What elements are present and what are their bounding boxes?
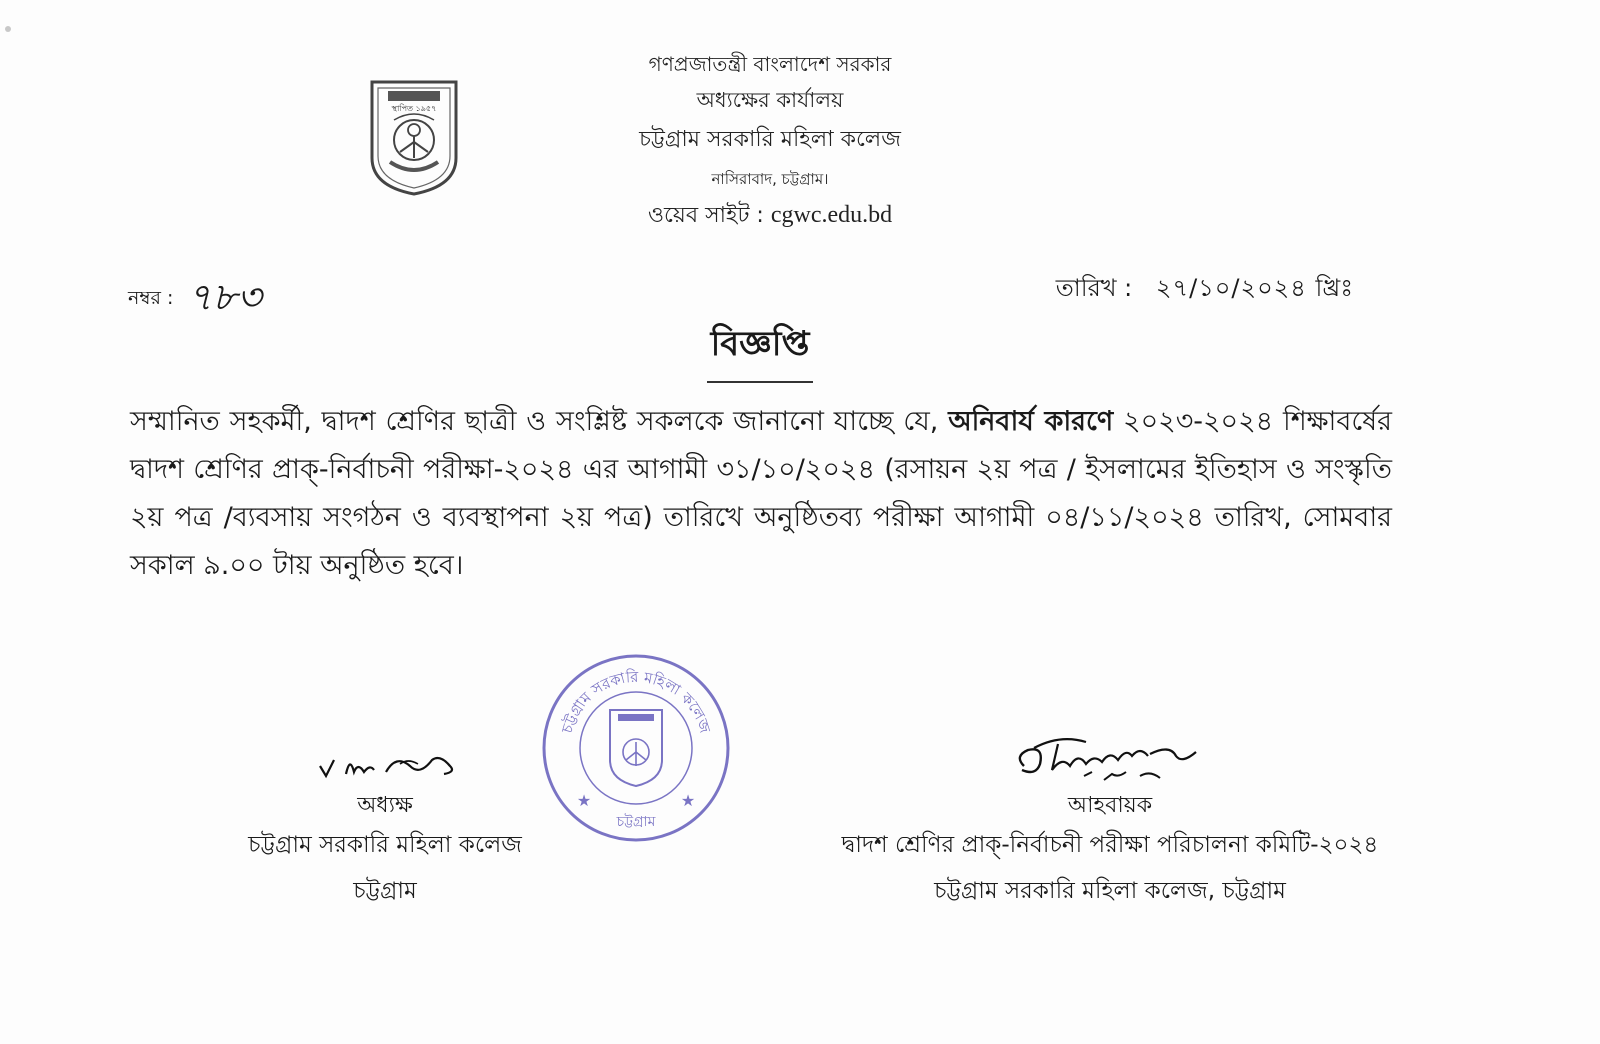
- signature-principal: [200, 742, 570, 914]
- college-name: চট্টগ্রাম সরকারি মহিলা কলেজ: [639, 127, 901, 152]
- svg-text:স্থাপিত ১৯৫৭: স্থাপিত ১৯৫৭: [391, 104, 437, 113]
- principal-city: চট্টগ্রাম: [353, 878, 417, 904]
- notice-date: [1056, 270, 1354, 310]
- college-logo: [368, 78, 460, 196]
- committee-name: দ্বাদশ শ্রেণির প্রাক্-নির্বাচনী পরীক্ষা পরিচালনা কমিটি-২০২৪: [841, 832, 1379, 858]
- notice-title: বিজ্ঞপ্তি: [707, 318, 814, 383]
- college-address: নাসিরাবাদ, চট্টগ্রাম।: [711, 170, 829, 188]
- seal-star-right-icon: ★: [680, 791, 696, 810]
- convener-org: চট্টগ্রাম সরকারি মহিলা কলেজ, চট্টগ্রাম: [934, 878, 1286, 904]
- memo-label: নম্বর :: [128, 287, 174, 309]
- seal-star-left-icon: ★: [576, 791, 592, 810]
- seal-outer-text: চট্টগ্রাম সরকারি মহিলা কলেজ: [557, 667, 715, 736]
- notice-intro: সম্মানিত সহকর্মী, দ্বাদশ শ্রেণির ছাত্রী ও সংশ্লিষ্ট সকলকে জানানো যাচ্ছে যে,: [130, 406, 939, 437]
- date-label: তারিখ :: [1055, 274, 1133, 302]
- convener-signature-icon: [1000, 726, 1220, 790]
- notice-body: [130, 398, 1392, 590]
- letterhead: [560, 48, 980, 233]
- date-value: ২৭/১০/২০২৪ খ্রিঃ: [1155, 274, 1354, 302]
- government-name: গণপ্রজাতন্ত্রী বাংলাদেশ সরকার: [648, 52, 892, 76]
- principal-org: চট্টগ্রাম সরকারি মহিলা কলেজ: [248, 832, 522, 858]
- scan-speck: [5, 26, 11, 32]
- signature-convener: [780, 726, 1440, 914]
- office-name: অধ্যক্ষের কার্যালয়: [696, 88, 844, 112]
- notice-emphasis: অনিবার্য কারণে: [948, 406, 1114, 437]
- convener-title: আহবায়ক: [1067, 793, 1153, 818]
- notice-title-wrap: [0, 318, 1520, 383]
- seal-bottom-text: চট্টগ্রাম: [616, 814, 656, 830]
- notice-details: ২০২৩-২০২৪ শিক্ষাবর্ষের দ্বাদশ শ্রেণির প্রাক্-নির্বাচনী পরীক্ষা-২০২৪ এর আগামী ৩১/১০/২০২৪ (রসায়ন ২য় পত্র / ইসলামের ইতিহাস ও সংস্কৃতি ২য় পত্র /ব্যবসায় সংগঠন ও ব্যবস্থাপনা ২য় পত্র) তারিখে অনুষ্ঠিতব্য পরীক্ষা আগামী ০৪/১১/২০২৪ তারিখ, সোমবার সকাল ৯.০০ টায় অনুষ্ঠিত হবে।: [130, 406, 1393, 581]
- principal-title: অধ্যক্ষ: [357, 793, 413, 818]
- website-label: ওয়েব সাইট :: [647, 203, 764, 228]
- website-line: [560, 198, 980, 233]
- website-url[interactable]: cgwc.edu.bd: [770, 202, 893, 228]
- memo-value: ৭৮৩: [187, 275, 262, 319]
- principal-signature-icon: [300, 742, 470, 790]
